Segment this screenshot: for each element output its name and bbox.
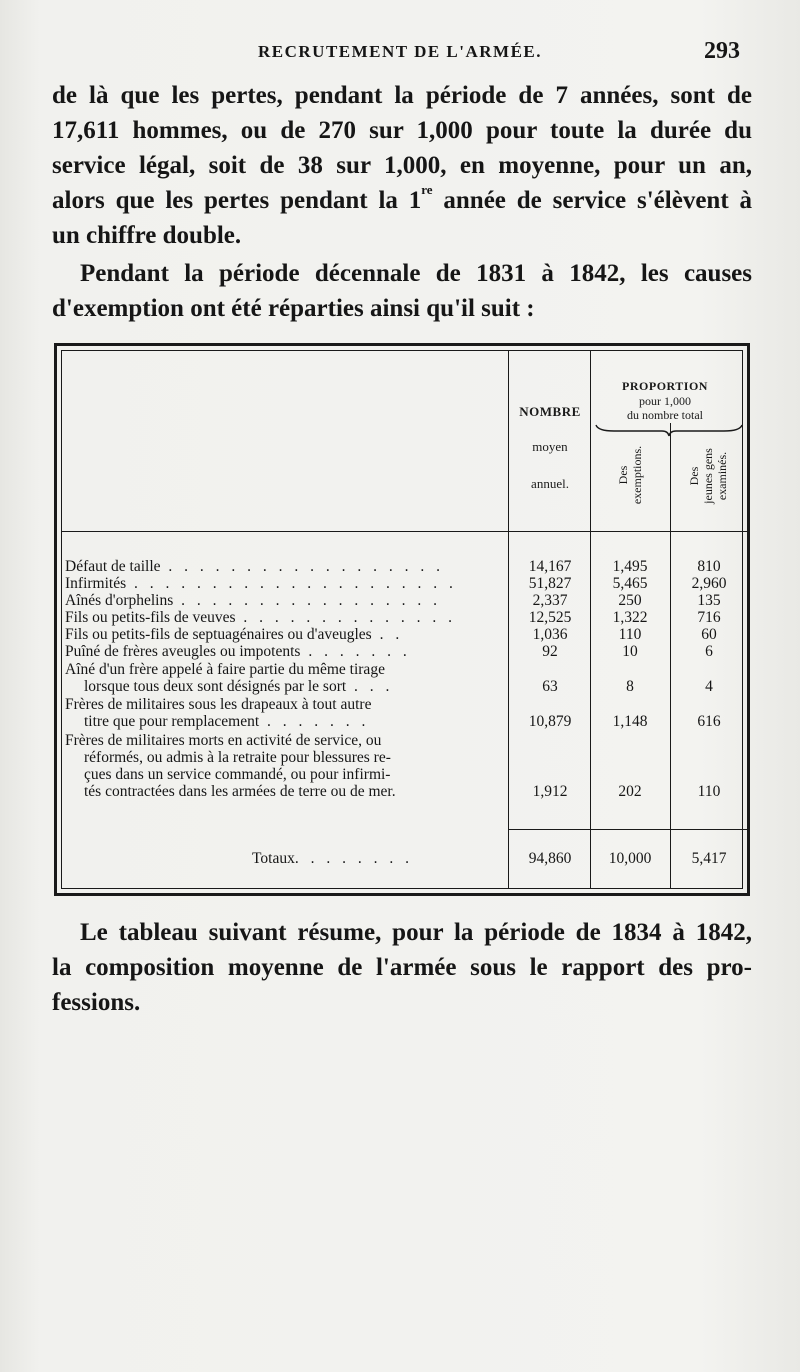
leader-dots: . . . . . . . . <box>294 851 413 867</box>
leader-dots: . . . . . . . <box>300 644 411 660</box>
header-proportion: PROPORTION <box>622 379 708 393</box>
row-label <box>65 610 505 626</box>
cell-nombre: 14,167 <box>528 558 572 575</box>
label-text: lorsque tous deux sont désignés par le sort <box>84 679 347 695</box>
cell-nombre: 92 <box>542 643 558 660</box>
label-text: Fils ou petits-fils de septuagénaires ou d'aveugles <box>65 627 372 643</box>
cell-exemptions: 1,322 <box>612 609 648 626</box>
cell-examines: 60 <box>701 626 717 643</box>
row-label <box>65 593 505 609</box>
cell-nombre: 63 <box>542 678 558 695</box>
cell-examines: 716 <box>697 609 721 626</box>
header-line: exemptions. <box>630 445 644 505</box>
table-frame <box>61 350 743 889</box>
cell-examines: 810 <box>697 558 721 575</box>
text-line: fessions. <box>52 989 141 1016</box>
header-line: Des <box>687 466 701 486</box>
cell-nombre: 51,827 <box>528 575 572 592</box>
row-label: réformés, ou admis à la retraite pour blessures re- <box>84 750 391 766</box>
header-line: jeunes gens <box>701 448 715 504</box>
label-text: Puîné de frères aveugles ou impotents <box>65 644 301 660</box>
label-text: Infirmités <box>65 576 127 592</box>
cell-nombre: 12,525 <box>528 609 572 626</box>
text-line: service légal, soit de 38 sur 1,000, en moyenne, pour un an, <box>52 152 752 179</box>
row-label <box>84 714 524 730</box>
header-des-exemptions <box>616 427 644 523</box>
cell-examines: 110 <box>697 783 721 800</box>
text-line: Pendant la période décennale de 1831 à 1842, les causes <box>80 260 752 287</box>
cell-nombre: 10,879 <box>528 713 572 730</box>
cell-nombre: 94,860 <box>528 850 572 867</box>
paragraph-1 <box>52 78 752 253</box>
label-text: Aînés d'orphelins <box>65 593 174 609</box>
cell-exemptions: 8 <box>626 678 634 695</box>
header-des-jeunes-gens <box>687 428 729 524</box>
cell-exemptions: 1,148 <box>612 713 648 730</box>
text-line: de là que les pertes, pendant la période de 7 années, sont de <box>52 82 752 109</box>
exemptions-table <box>54 343 750 896</box>
row-label: Aîné d'un frère appelé à faire partie du même tirage <box>65 662 385 678</box>
paragraph-3 <box>52 915 752 1020</box>
header-annuel: annuel. <box>531 476 569 491</box>
row-label: çues dans un service commandé, ou pour infirmi- <box>84 767 391 783</box>
text-line: 17,611 hommes, ou de 270 sur 1,000 pour toute la durée du <box>52 117 752 144</box>
cell-exemptions: 5,465 <box>612 575 648 592</box>
label-text: Défaut de taille <box>65 559 161 575</box>
cell-exemptions: 202 <box>618 783 642 800</box>
cell-examines: 135 <box>697 592 721 609</box>
header-rule <box>62 531 748 532</box>
leader-dots: . . . . . . . . . . . . . . <box>235 610 456 626</box>
ordinal-superscript: re <box>421 182 433 197</box>
running-title: RECRUTEMENT DE L'ARMÉE. <box>258 42 543 61</box>
leader-dots: . . . <box>346 679 394 695</box>
text-line: un chiffre double. <box>52 222 242 249</box>
row-label: Frères de militaires morts en activité de service, ou <box>65 733 382 749</box>
label-text: Totaux <box>252 851 295 867</box>
label-text: Fils ou petits-fils de veuves <box>65 610 236 626</box>
row-label <box>84 679 524 695</box>
text-fragment: alors que les pertes pendant la 1 <box>52 187 422 214</box>
cell-examines: 4 <box>705 678 713 695</box>
row-label: tés contractées dans les armées de terre ou de mer. <box>84 784 396 800</box>
cell-exemptions: 250 <box>618 592 642 609</box>
label-text: titre que pour remplacement <box>84 714 260 730</box>
header-moyen: moyen <box>532 439 568 454</box>
text-line: Le tableau suivant résume, pour la période de 1834 à 1842, <box>80 919 752 946</box>
leader-dots: . . . . . . . <box>259 714 370 730</box>
page-number: 293 <box>704 38 740 64</box>
text-line <box>52 183 752 218</box>
column-divider <box>508 351 509 888</box>
row-label <box>65 576 505 592</box>
header-nombre: NOMBRE <box>519 404 581 419</box>
leader-dots: . . . . . . . . . . . . . . . . . . . . . <box>126 576 457 592</box>
cell-examines: 5,417 <box>691 850 727 867</box>
cell-nombre: 1,036 <box>532 626 568 643</box>
cell-nombre: 1,912 <box>532 783 568 800</box>
paragraph-2 <box>52 256 752 326</box>
cell-exemptions: 10 <box>622 643 638 660</box>
header-pour: pour 1,000 <box>639 394 691 408</box>
cell-nombre: 2,337 <box>532 592 568 609</box>
leader-dots: . . . . . . . . . . . . . . . . . . <box>160 559 445 575</box>
header-line: Des <box>616 465 630 485</box>
cell-examines: 616 <box>697 713 721 730</box>
totals-rule <box>508 829 748 830</box>
cell-exemptions: 10,000 <box>608 850 652 867</box>
header-du-nombre: du nombre total <box>627 408 703 422</box>
cell-examines: 6 <box>705 643 713 660</box>
row-label <box>65 644 505 660</box>
leader-dots: . . . . . . . . . . . . . . . . . <box>173 593 442 609</box>
text-line: la composition moyenne de l'armée sous le rapport des pro- <box>52 954 752 981</box>
running-header <box>0 38 800 68</box>
cell-examines: 2,960 <box>691 575 727 592</box>
cell-exemptions: 110 <box>618 626 642 643</box>
leader-dots: . . <box>371 627 404 643</box>
row-label: Frères de militaires sous les drapeaux à tout autre <box>65 697 372 713</box>
cell-exemptions: 1,495 <box>612 558 648 575</box>
row-label <box>65 559 505 575</box>
text-fragment: année de service s'élèvent à <box>432 187 752 214</box>
header-line: examinés. <box>715 451 729 501</box>
row-label <box>65 627 505 643</box>
text-line: d'exemption ont été réparties ainsi qu'il suit : <box>52 295 535 322</box>
